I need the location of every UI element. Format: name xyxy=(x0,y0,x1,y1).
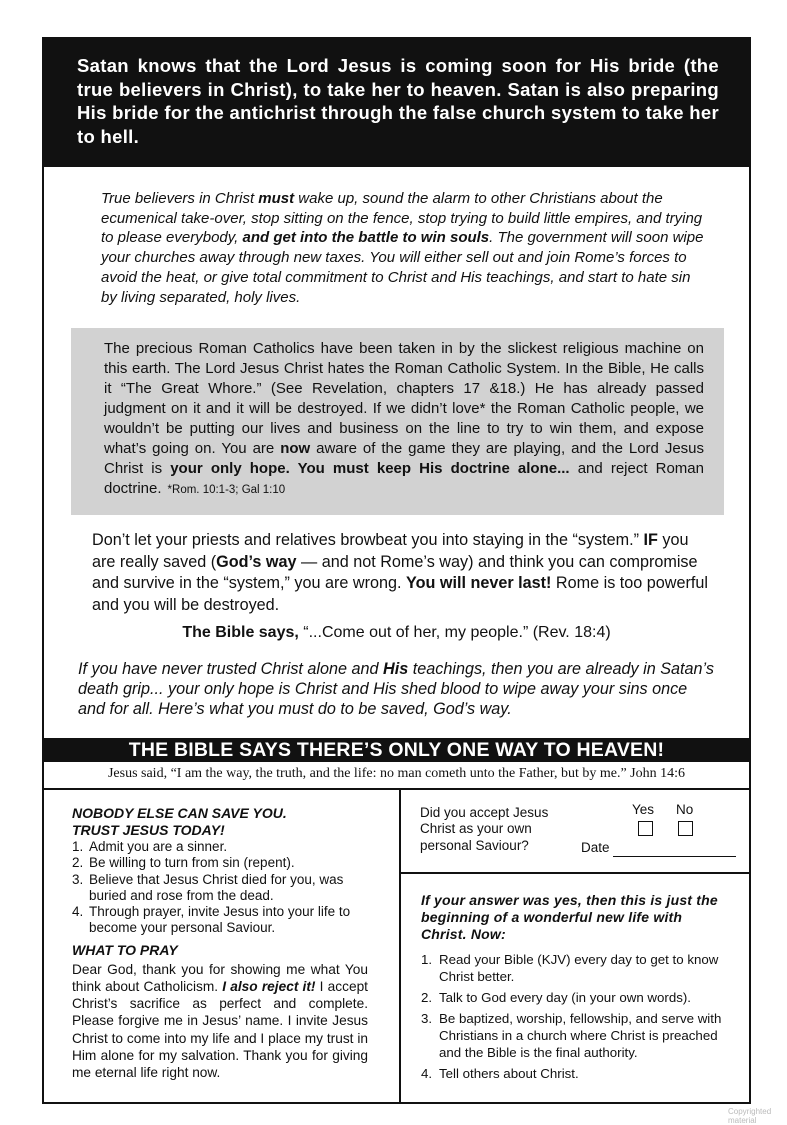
prayer-text: Dear God, thank you for showing me what You think about Catholicism. I also reject it! I accept Christ’s sacrifice as perfect and complete. Please forgive me in Jesus’ name. I invite Jesus Christ to come into my life and I place my trust in Him alone for my salvation. Thank you for giving me eternal life right now. xyxy=(72,961,368,1080)
bible-quote: The Bible says, “...Come out of her, my people.” (Rev. 18:4) xyxy=(182,624,611,641)
no-label: No xyxy=(676,802,694,817)
new-life-steps-list xyxy=(421,951,726,1082)
accept-question: Did you accept Jesus Christ as your own personal Saviour? xyxy=(420,805,549,853)
divider xyxy=(401,872,749,874)
date-label: Date xyxy=(581,840,610,855)
death-grip-paragraph: If you have never trusted Christ alone and His teachings, then you are already in Satan’s death grip... your only hope is Christ and His shed blood to wipe away your sins once and for all. Here’s what you must do to be saved, God’s way. xyxy=(78,660,714,719)
true-believers-paragraph: True believers in Christ must wake up, sound the alarm to other Christians about the ecumenical take-over, stop sitting on the fence, stop trying to build little empires, and trying to please everybody, and get into the battle to win souls. The government will soon wipe your churches away through new taxes. You will either sell out and join Rome’s forces to avoid the heat, or give total commitment to Christ and His teachings, and start to hate sin by living separated, holy lives. xyxy=(101,190,704,306)
banner-text: Satan knows that the Lord Jesus is coming soon for His bride (the true believers in Christ), to take her to heaven. Satan is also preparing His bride for the antichrist through the false church system to take her to hell. xyxy=(77,55,719,147)
list-item: 1. Admit you are a sinner. xyxy=(72,839,228,854)
top-banner xyxy=(44,39,749,167)
new-life-heading: If your answer was yes, then this is just the beginning of a wonderful new life with Christ. Now: xyxy=(421,892,718,942)
one-way-banner: THE BIBLE SAYS THERE’S ONLY ONE WAY TO HEAVEN! xyxy=(44,738,749,762)
copyright-notice: Copyrighted material xyxy=(728,1107,772,1125)
divider xyxy=(44,788,749,790)
accept-jesus-form xyxy=(420,802,738,875)
nobody-else-heading: NOBODY ELSE CAN SAVE YOU. xyxy=(72,805,287,821)
list-item: 2. Talk to God every day (in your own words). xyxy=(421,990,692,1005)
list-item: 3. Believe that Jesus Christ died for you, was buried and rose from the dead. xyxy=(72,871,344,903)
what-to-pray-heading: WHAT TO PRAY xyxy=(72,941,178,958)
column-divider xyxy=(399,790,401,1102)
new-life-column xyxy=(421,892,726,1086)
trust-jesus-heading: TRUST JESUS TODAY! xyxy=(72,822,225,838)
scripture-reference: *Rom. 10:1-3; Gal 1:10 xyxy=(167,484,286,496)
yes-checkbox[interactable] xyxy=(638,821,653,836)
list-item: 3. Be baptized, worship, fellowship, and serve with Christians in a church where Christ is preached and the Bible is the final authority. xyxy=(421,1011,722,1060)
system-paragraph: Don’t let your priests and relatives browbeat you into staying in the “system.” IF you are really saved (God’s way — and not Rome’s way) and think you can compromise and survive in the “system,” you are wrong. You will never last! Rome is too powerful and you will be destroyed. xyxy=(92,531,708,614)
date-input-line[interactable] xyxy=(613,856,736,857)
roman-catholics-box xyxy=(71,328,724,515)
list-item: 1. Read your Bible (KJV) every day to get to know Christ better. xyxy=(421,952,719,984)
yes-label: Yes xyxy=(632,802,655,817)
salvation-steps-column xyxy=(72,805,368,1081)
list-item: 2. Be willing to turn from sin (repent). xyxy=(72,855,295,871)
roman-catholics-paragraph: The precious Roman Catholics have been taken in by the slickest religious machine on this earth. The Lord Jesus Christ hates the Roman Catholic System. In the Bible, He calls it “The Great Whore.” (See Revelation, chapters 17 &18.) He has already passed judgment on it and it will be destroyed. If we didn’t love* the Roman Catholic people, we wouldn’t be putting our lives and business on the line to try to win them, and expose what’s going on. You are now aware of the game they are playing, and the Lord Jesus Christ is your only hope. You must keep His doctrine alone... and reject Roman doctrine. *Rom. 10:1-3; Gal 1:10 xyxy=(104,340,704,497)
john-quote: Jesus said, “I am the way, the truth, and the life: no man cometh unto the Father, but by me.” John 14:6 xyxy=(107,766,686,781)
no-checkbox[interactable] xyxy=(678,821,693,836)
list-item: 4. Through prayer, invite Jesus into your life to become your personal Saviour. xyxy=(72,904,351,936)
list-item: 4. Tell others about Christ. xyxy=(421,1066,579,1081)
salvation-steps-list xyxy=(72,839,368,937)
tract-page xyxy=(42,37,751,1104)
